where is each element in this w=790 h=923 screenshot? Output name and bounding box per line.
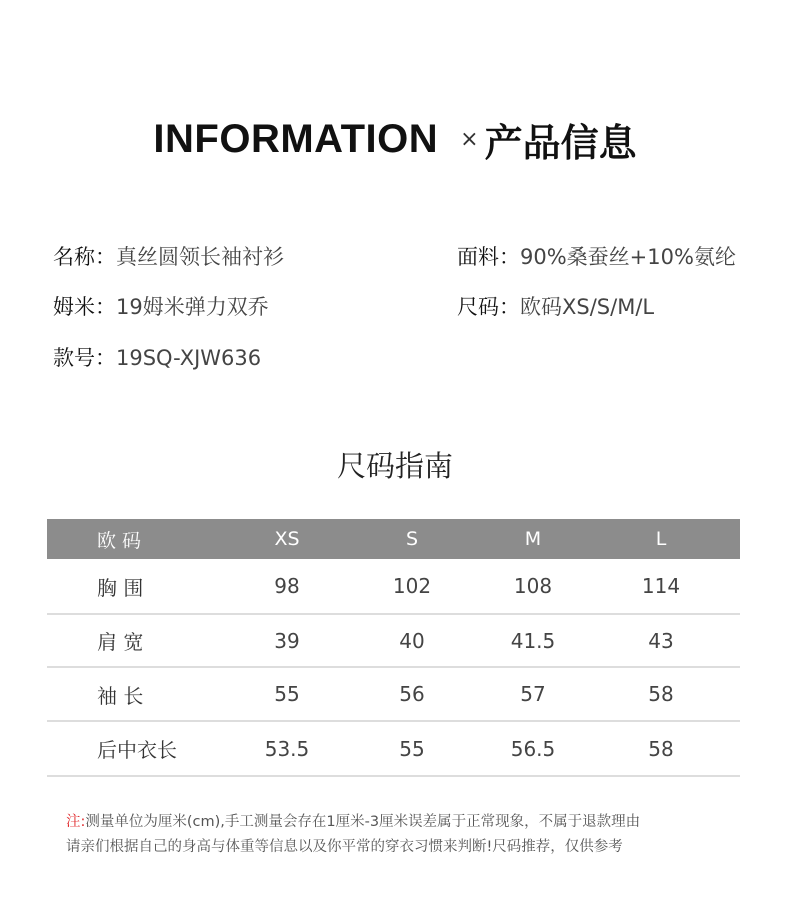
- cell-shoulder-l: 43: [648, 628, 674, 653]
- header-title-en: INFORMATION: [153, 117, 439, 161]
- table-header-row: [47, 519, 740, 559]
- row-label-back-length: 后中衣长: [97, 738, 177, 762]
- page-header: [0, 112, 790, 167]
- cell-chest-l: 114: [641, 574, 681, 598]
- info-momme: [53, 293, 269, 321]
- info-size: [457, 293, 654, 321]
- cell-chest-s: 102: [392, 574, 432, 598]
- table-header-s: S: [405, 528, 419, 550]
- cell-shoulder-s: 40: [399, 628, 425, 653]
- info-style-no: [53, 344, 261, 372]
- cell-sleeve-l: 58: [648, 682, 674, 706]
- size-guide-title: 尺码指南: [336, 449, 453, 483]
- row-label-shoulder: 肩 宽: [97, 630, 144, 654]
- info-fabric-value: 90%桑蚕丝+10%氨纶: [520, 245, 736, 269]
- note-line-1: [66, 810, 746, 835]
- header-separator: ×: [460, 127, 479, 152]
- info-momme-value: 19姆米弹力双乔: [116, 295, 269, 319]
- table-row: [47, 722, 740, 777]
- cell-chest-m: 108: [513, 574, 553, 598]
- table-header-m: M: [524, 528, 542, 550]
- info-momme-label: 姆米：: [53, 295, 116, 319]
- info-name-label: 名称：: [53, 245, 116, 269]
- cell-sleeve-s: 56: [399, 682, 425, 706]
- cell-sleeve-xs: 55: [274, 682, 300, 706]
- note-line-2: 请亲们根据自己的身高与体重等信息以及你平常的穿衣习惯来判断!尺码推荐，仅供参考: [66, 839, 623, 855]
- info-style-no-value: 19SQ-XJW636: [116, 346, 262, 370]
- info-fabric: [457, 243, 736, 271]
- note-prefix: 注:: [66, 814, 86, 830]
- cell-shoulder-m: 41.5: [510, 628, 556, 653]
- row-label-chest: 胸 围: [97, 575, 144, 600]
- cell-shoulder-xs: 39: [274, 628, 300, 653]
- cell-chest-xs: 98: [274, 574, 300, 598]
- table-row: [47, 668, 740, 722]
- table-header-xs: XS: [274, 528, 300, 550]
- table-header-label: 欧 码: [97, 529, 142, 552]
- size-table: [47, 519, 740, 777]
- note-line-1-text: 测量单位为厘米(cm),手工测量会存在1厘米-3厘米误差属于正常现象，不属于退款理由: [85, 814, 641, 830]
- table-header-l: L: [655, 528, 667, 550]
- cell-back-length-s: 55: [399, 736, 425, 761]
- table-row: [47, 615, 740, 668]
- row-label-sleeve: 袖 长: [97, 683, 144, 708]
- info-name-value: 真丝圆领长袖衬衫: [116, 245, 284, 269]
- cell-back-length-l: 58: [648, 736, 674, 761]
- table-row: [47, 559, 740, 615]
- info-size-label: 尺码：: [457, 295, 520, 319]
- measurement-note: [66, 810, 746, 860]
- info-name: [53, 243, 284, 271]
- cell-sleeve-m: 57: [520, 682, 546, 706]
- cell-back-length-xs: 53.5: [264, 736, 310, 761]
- cell-back-length-m: 56.5: [510, 736, 556, 761]
- info-style-no-label: 款号：: [53, 346, 116, 370]
- header-title-cn: 产品信息: [484, 121, 637, 165]
- info-size-value: 欧码XS/S/M/L: [520, 295, 655, 319]
- info-fabric-label: 面料：: [457, 245, 520, 269]
